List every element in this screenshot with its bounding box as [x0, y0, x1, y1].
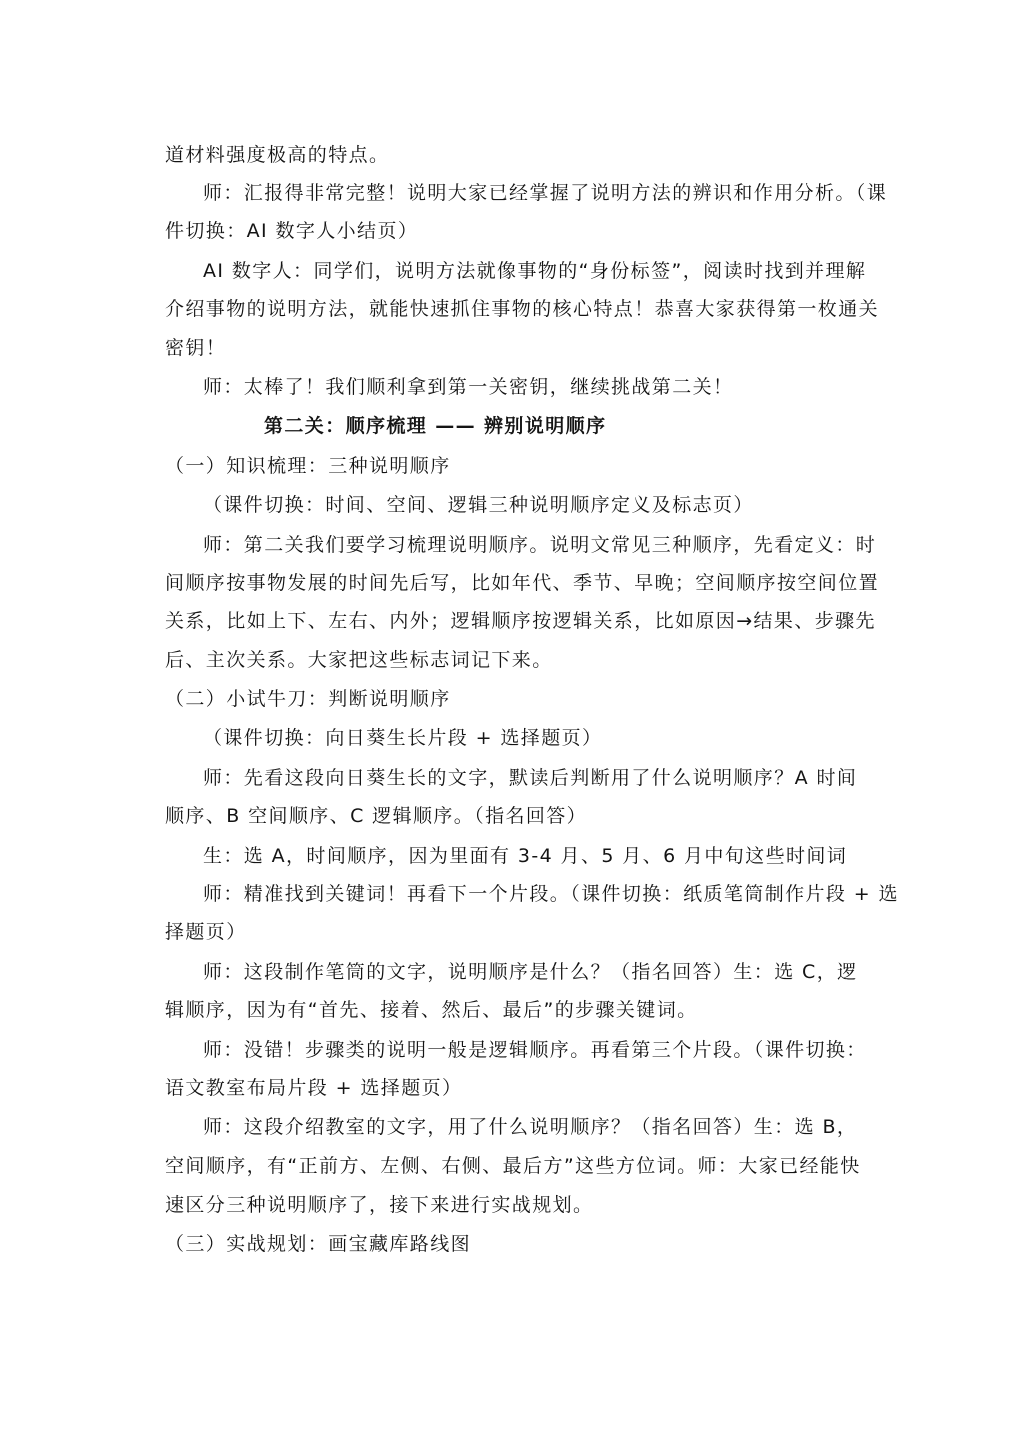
- paragraph-line: 空间顺序，有“正前方、左侧、右侧、最后方”这些方位词。师：大家已经能快: [165, 1155, 861, 1177]
- paragraph-line: 密钥！: [165, 337, 227, 359]
- paragraph-line: 顺序、B 空间顺序、C 逻辑顺序。（指名回答）: [165, 805, 588, 827]
- paragraph-line: 语文教室布局片段 + 选择题页）: [165, 1077, 463, 1099]
- section-heading: 第二关：顺序梳理 —— 辨别说明顺序: [264, 415, 607, 437]
- paragraph-line: 师：汇报得非常完整！说明大家已经掌握了说明方法的辨识和作用分析。（课: [203, 182, 888, 204]
- paragraph-line: 择题页）: [165, 921, 247, 943]
- paragraph-line: 师：第二关我们要学习梳理说明顺序。说明文常见三种顺序，先看定义：时: [203, 534, 877, 556]
- paragraph-line: 师：这段制作笔筒的文字，说明顺序是什么？（指名回答）生：选 C，逻: [203, 961, 858, 983]
- paragraph-line: 关系，比如上下、左右、内外；逻辑顺序按逻辑关系，比如原因→结果、步骤先: [165, 610, 876, 632]
- paragraph-line: 件切换：AI 数字人小结页）: [165, 220, 419, 242]
- paragraph-line: AI 数字人：同学们，说明方法就像事物的“身份标签”，阅读时找到并理解: [203, 260, 867, 282]
- paragraph-line: 师：精准找到关键词！再看下一个片段。（课件切换：纸质笔筒制作片段 + 选: [203, 883, 899, 905]
- paragraph-line: 辑顺序，因为有“首先、接着、然后、最后”的步骤关键词。: [165, 999, 698, 1021]
- paragraph-line: 师：没错！步骤类的说明一般是逻辑顺序。再看第三个片段。（课件切换：: [203, 1039, 867, 1061]
- subsection-heading: （三）实战规划：画宝藏库路线图: [165, 1233, 472, 1255]
- paragraph-line: 师：这段介绍教室的文字，用了什么说明顺序？（指名回答）生：选 B，: [203, 1116, 858, 1138]
- paragraph-line: 间顺序按事物发展的时间先后写，比如年代、季节、早晚；空间顺序按空间位置: [165, 572, 880, 594]
- paragraph-line: 师：先看这段向日葵生长的文字，默读后判断用了什么说明顺序？A 时间: [203, 767, 858, 789]
- paragraph-line: 速区分三种说明顺序了，接下来进行实战规划。: [165, 1194, 594, 1216]
- paragraph-line: （课件切换：时间、空间、逻辑三种说明顺序定义及标志页）: [203, 494, 754, 516]
- subsection-heading: （二）小试牛刀：判断说明顺序: [165, 688, 451, 710]
- paragraph-line: 后、主次关系。大家把这些标志词记下来。: [165, 649, 553, 671]
- paragraph-line: 生：选 A，时间顺序，因为里面有 3-4 月、5 月、6 月中旬这些时间词: [203, 845, 848, 867]
- paragraph-line: 师：太棒了！我们顺利拿到第一关密钥，继续挑战第二关！: [203, 376, 734, 398]
- paragraph-line: 道材料强度极高的特点。: [165, 144, 390, 166]
- subsection-heading: （一）知识梳理：三种说明顺序: [165, 455, 451, 477]
- paragraph-line: （课件切换：向日葵生长片段 + 选择题页）: [203, 727, 603, 749]
- paragraph-line: 介绍事物的说明方法，就能快速抓住事物的核心特点！恭喜大家获得第一枚通关: [165, 298, 880, 320]
